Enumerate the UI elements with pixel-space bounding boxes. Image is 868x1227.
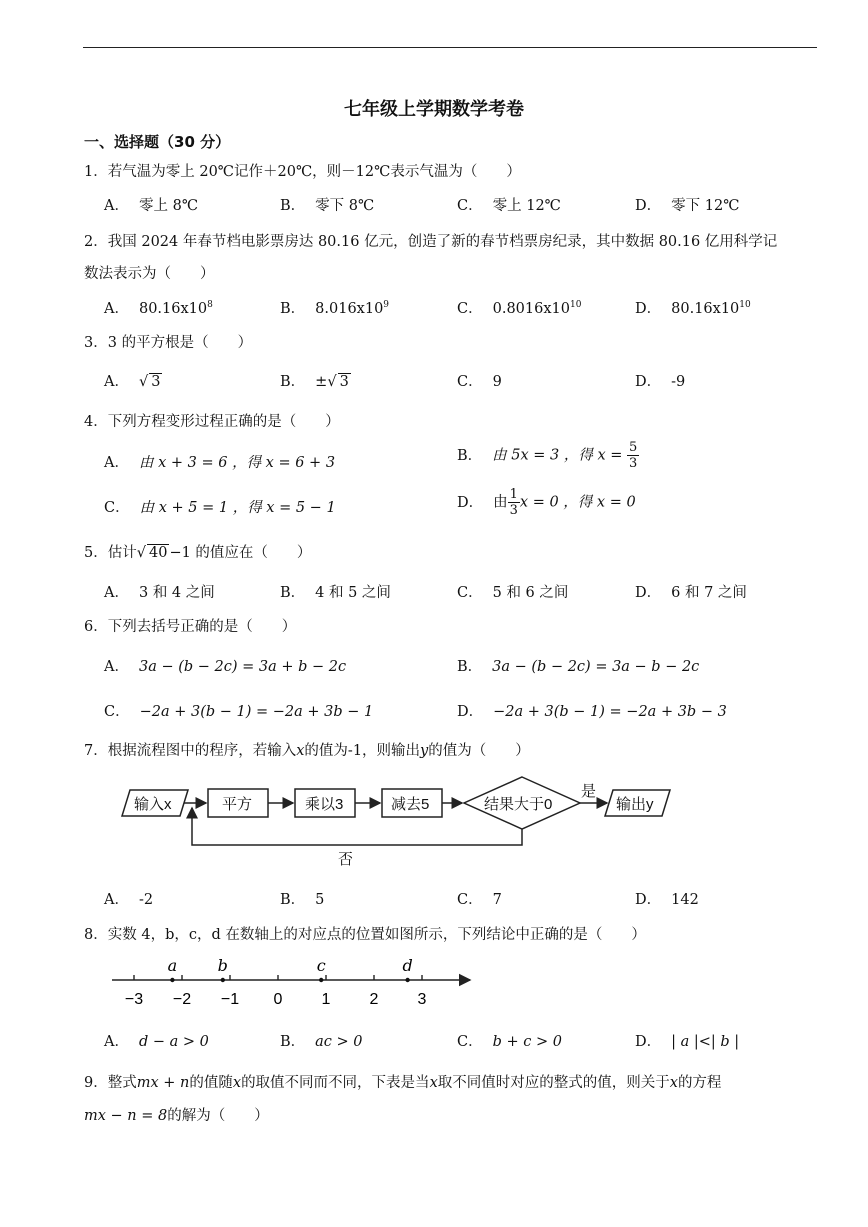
question-text: 整式	[107, 1075, 137, 1091]
axis-tick-label: 3	[417, 991, 427, 1008]
option-text: −2a + 3(b − 1) = −2a + 3b − 1	[139, 704, 374, 720]
q2-option-d[interactable]	[635, 297, 751, 318]
option-text: x = 0 ，得 x = 0	[519, 494, 636, 511]
q3-option-d[interactable]	[635, 370, 685, 391]
axis-tick-label: 1	[321, 991, 331, 1008]
question-text: 的解为（ ）	[167, 1108, 269, 1124]
question-5: 5．估计√ 40 −1 的值应在（ ）	[84, 545, 312, 561]
option-text: 5	[315, 892, 325, 908]
q1-option-a[interactable]	[104, 194, 198, 215]
variable: y	[420, 743, 429, 759]
q5-option-d[interactable]	[635, 581, 747, 602]
question-9	[84, 1071, 721, 1092]
question-text: 我国 2024 年春节档电影票房达 80.16 亿元，创造了新的春节档票房纪录，其中数据 80.16 亿用科学记	[107, 234, 778, 250]
option-label: B．	[280, 892, 306, 908]
flow-no-label: 否	[338, 851, 354, 868]
question-number: 6．	[84, 619, 108, 635]
question-text: 下列去括号正确的是（ ）	[107, 619, 297, 635]
option-label: D．	[635, 585, 662, 601]
q7-option-b[interactable]	[280, 888, 324, 909]
q4-option-d[interactable]	[457, 487, 636, 518]
option-label: A．	[104, 301, 129, 317]
question-number: 4．	[84, 414, 108, 430]
q8-option-d[interactable]	[635, 1030, 739, 1051]
option-text: b + c > 0	[492, 1034, 562, 1050]
q4-option-c[interactable]	[104, 496, 336, 517]
question-3	[84, 331, 252, 352]
flow-yes-label: 是	[581, 783, 597, 800]
question-number: 2．	[84, 234, 108, 250]
option-label: C．	[457, 198, 483, 214]
fraction	[627, 440, 639, 471]
q1-option-c[interactable]	[457, 194, 561, 215]
question-number: 9．	[84, 1075, 108, 1091]
option-label: D．	[635, 892, 662, 908]
option-label: C．	[457, 374, 483, 390]
q1-option-b[interactable]	[280, 194, 374, 215]
equation: mx − n = 8	[84, 1108, 168, 1124]
exponent: 10	[569, 300, 582, 311]
denominator: 3	[509, 503, 518, 518]
question-text: 若气温为零上 20℃记作＋20℃，则－12℃表示气温为（ ）	[107, 164, 521, 180]
option-text: 由 5x = 3 ，得 x =	[492, 447, 623, 464]
point-label-c: c	[316, 956, 326, 975]
option-label: D．	[635, 374, 662, 390]
denominator: 3	[629, 456, 638, 471]
option-label: A．	[104, 198, 129, 214]
flow-condition-label: 结果大于0	[484, 796, 553, 813]
option-label: C．	[457, 892, 483, 908]
exponent: 10	[739, 300, 751, 311]
question-9-line2	[84, 1104, 269, 1125]
option-label: B．	[457, 659, 483, 675]
option-text: 由 x + 5 = 1 ，得 x = 5 − 1	[139, 500, 336, 516]
question-number: 1．	[84, 164, 108, 180]
option-label: B．	[280, 585, 306, 601]
option-text: -9	[671, 374, 686, 390]
q7-option-d[interactable]	[635, 888, 699, 909]
q2-option-c[interactable]	[457, 297, 581, 318]
option-text: 4 和 5 之间	[315, 585, 391, 601]
axis-tick-label: 2	[369, 991, 379, 1008]
question-7	[84, 739, 530, 760]
q6-option-c[interactable]	[104, 700, 373, 721]
option-text: 3a − (b − 2c) = 3a − b − 2c	[492, 659, 700, 675]
fraction	[508, 487, 520, 518]
variable: x	[232, 1075, 242, 1091]
option-label: A．	[104, 455, 129, 471]
option-label: B．	[280, 301, 306, 317]
question-number: 3．	[84, 335, 108, 351]
option-label: C．	[457, 585, 483, 601]
page-title: 七年级上学期数学考卷	[344, 99, 524, 120]
q5-option-a[interactable]	[104, 581, 215, 602]
option-label: C．	[104, 704, 130, 720]
option-label: D．	[635, 1034, 662, 1050]
question-1	[84, 160, 521, 181]
option-text: 0.8016x10	[492, 301, 570, 317]
question-number: 7．	[84, 743, 108, 759]
option-label: D．	[457, 494, 484, 511]
option-text: 零上 8℃	[138, 198, 199, 214]
question-text: 的值为（ ）	[428, 743, 530, 759]
q3-option-a[interactable]: A． √ 3	[104, 374, 161, 390]
question-text: 根据流程图中的程序，若输入	[107, 743, 297, 759]
option-label: C．	[457, 1034, 483, 1050]
question-4	[84, 410, 340, 431]
option-text: −2a + 3(b − 1) = −2a + 3b − 3	[493, 704, 727, 720]
q4-option-b[interactable]	[457, 440, 639, 471]
option-text: 80.16x10	[138, 301, 208, 317]
question-number: 8．	[84, 927, 108, 943]
flow-output-label: 输出y	[616, 796, 654, 813]
option-text: 由	[493, 494, 508, 511]
q7-option-c[interactable]	[457, 888, 502, 909]
option-text: 5 和 6 之间	[492, 585, 569, 601]
option-label: B．	[280, 1034, 306, 1050]
option-label: A．	[104, 659, 129, 675]
point-d	[405, 978, 409, 982]
question-text: 3 的平方根是（ ）	[107, 335, 253, 351]
exponent: 8	[207, 300, 213, 311]
q6-option-b[interactable]	[457, 655, 699, 676]
option-text: 3 和 4 之间	[138, 585, 215, 601]
question-text: −1 的值应在（ ）	[169, 545, 312, 561]
radicand: 3	[339, 374, 349, 390]
option-label: C．	[104, 500, 130, 516]
question-text: 的值为-1，则输出	[304, 743, 421, 759]
q3-option-c[interactable]	[457, 370, 502, 391]
option-text: 零下 12℃	[671, 198, 740, 214]
option-text: | a |<| b |	[671, 1034, 740, 1050]
radicand: 40	[148, 545, 168, 561]
q5-option-b[interactable]	[280, 581, 391, 602]
question-text: 的值随	[189, 1075, 233, 1091]
numerator: 5	[629, 440, 638, 455]
plus-minus: ±	[315, 374, 328, 390]
flowchart	[110, 772, 710, 872]
q2-option-b[interactable]	[280, 297, 389, 318]
variable: x	[429, 1075, 438, 1091]
q8-option-c[interactable]	[457, 1030, 562, 1051]
flow-subtract-label: 减去5	[391, 796, 430, 813]
axis-tick-label: −3	[124, 991, 144, 1008]
option-label: A．	[104, 585, 129, 601]
exponent: 9	[383, 300, 390, 311]
section-heading: 一、选择题（30 分）	[84, 133, 231, 151]
option-label: A．	[104, 1034, 129, 1050]
option-text: 6 和 7 之间	[671, 585, 747, 601]
option-text: 由 x + 3 = 6 ，得 x = 6 + 3	[138, 455, 336, 471]
option-label: B．	[457, 447, 483, 464]
point-label-b: b	[217, 956, 228, 975]
option-text: 零下 8℃	[315, 198, 375, 214]
axis-tick-label: 0	[273, 991, 283, 1008]
axis-tick-label: −2	[172, 991, 192, 1008]
numerator: 1	[509, 487, 518, 502]
option-label: A．	[104, 374, 129, 390]
option-label: D．	[635, 301, 662, 317]
q8-option-a[interactable]	[104, 1030, 209, 1051]
q4-option-a[interactable]	[104, 451, 335, 472]
radicand: 3	[151, 374, 161, 390]
q6-option-a[interactable]	[104, 655, 346, 676]
question-text: 实数 4，b，c，d 在数轴上的对应点的位置如图所示，下列结论中正确的是（ ）	[107, 927, 646, 943]
option-text: 3a − (b − 2c) = 3a + b − 2c	[138, 659, 347, 675]
option-label: C．	[457, 301, 483, 317]
option-label: D．	[457, 704, 484, 720]
point-b	[221, 978, 225, 982]
option-text: 142	[671, 892, 699, 908]
point-a	[170, 978, 174, 982]
option-text: 零上 12℃	[492, 198, 561, 214]
option-text: 8.016x10	[315, 301, 384, 317]
q7-option-a[interactable]	[104, 888, 153, 909]
variable: x	[669, 1075, 678, 1091]
option-label: B．	[280, 198, 306, 214]
flow-multiply-label: 乘以3	[305, 796, 344, 813]
q3-option-b[interactable]: B． ±√ 3	[280, 374, 349, 390]
option-text: ac > 0	[315, 1034, 363, 1050]
flow-input-label: 输入x	[134, 796, 172, 813]
question-text: 下列方程变形过程正确的是（ ）	[107, 414, 340, 430]
option-text: d − a > 0	[138, 1034, 209, 1050]
option-label: B．	[280, 374, 306, 390]
q2-option-a[interactable]	[104, 297, 213, 318]
q1-option-d[interactable]	[635, 194, 739, 215]
number-line	[108, 952, 478, 1014]
point-label-d: d	[402, 956, 413, 975]
q6-option-d[interactable]	[457, 700, 727, 721]
question-text: 取不同值时对应的整式的值，则关于	[437, 1075, 670, 1091]
header-rule	[83, 47, 817, 48]
option-text: 7	[492, 892, 502, 908]
question-number: 5．	[84, 545, 108, 561]
variable: x	[296, 743, 305, 759]
point-c	[319, 978, 323, 982]
point-label-a: a	[167, 956, 178, 975]
axis-tick-label: −1	[220, 991, 240, 1008]
q8-option-b[interactable]	[280, 1030, 363, 1051]
option-label: D．	[635, 198, 662, 214]
question-text: 估计	[107, 545, 137, 561]
q5-option-c[interactable]	[457, 581, 568, 602]
option-label: A．	[104, 892, 129, 908]
option-text: 80.16x10	[671, 301, 740, 317]
flow-square-label: 平方	[222, 796, 253, 813]
question-text: 的取值不同而不同，下表是当	[241, 1075, 430, 1091]
question-text: 的方程	[677, 1075, 722, 1091]
question-8	[84, 923, 646, 944]
expression: mx + n	[136, 1075, 190, 1091]
option-text: -2	[138, 892, 154, 908]
question-2	[84, 230, 777, 251]
option-text: 9	[492, 374, 502, 390]
question-2-line2: 数法表示为（ ）	[84, 266, 215, 282]
question-6	[84, 615, 296, 636]
